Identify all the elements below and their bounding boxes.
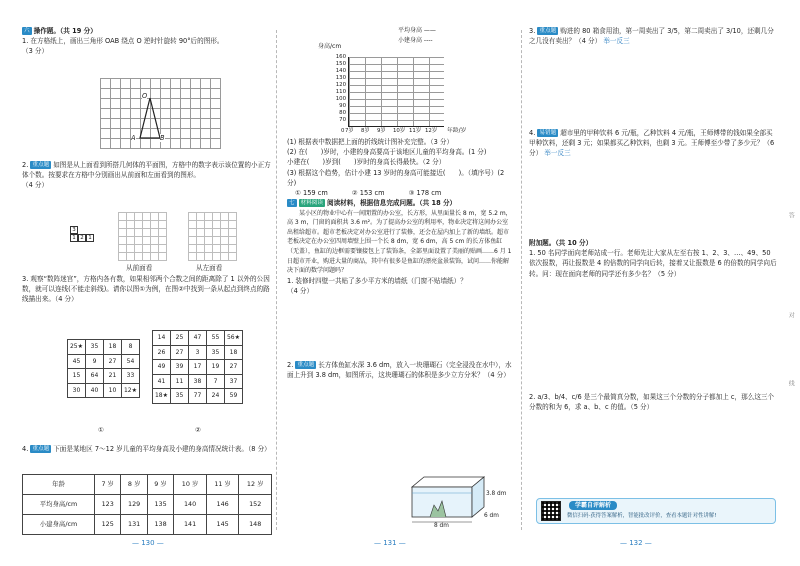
table-cell: 131 [121,515,147,535]
y-tick: 70 [339,117,346,123]
tank-width-label: 6 dm [484,513,499,519]
sub-question: (2) 在( )岁时，小建的身高要高于该地区儿童的平均身高。(1 分) [287,148,487,157]
maze-cell: 21 [104,369,122,384]
table-header: 8 岁 [121,475,147,495]
maze-cell: 19 [207,360,225,375]
table-header: 9 岁 [147,475,173,495]
section-heading [287,198,513,208]
maze-cell: 56★ [225,331,243,346]
table-cell: 145 [206,515,239,535]
maze-cell: 45 [68,354,86,369]
type-badge: 材料阅读 [300,200,323,207]
x-tick: 7岁 [345,128,354,134]
maze-cell: 9 [86,354,104,369]
rotation-grid [100,78,221,149]
maze-cell: 18★ [153,389,171,404]
maze-cell: 41 [153,374,171,389]
tank-length-label: 8 dm [434,523,449,529]
section-heading [22,26,272,36]
x-tick: 12岁 [425,128,438,134]
maze-puzzle [152,330,243,404]
maze-cell: 54 [122,354,140,369]
page-number: — 132 — [620,539,652,547]
chart-y-label: 身高/cm [318,43,342,50]
maze-cell: 38 [189,374,207,389]
question-text: 1. 在方格纸上，画出三角形 OAB 绕点 O 逆时针旋转 90°后的图形。 [22,37,224,46]
section-title: 操作题。（共 19 分） [33,27,97,35]
question-score: （4 分） [22,181,49,190]
y-tick: 90 [339,103,346,109]
y-tick: 120 [335,82,346,88]
table-header: 7 岁 [95,475,121,495]
table-row [23,495,272,515]
table-cell: 125 [95,515,121,535]
table-cell: 135 [147,495,173,515]
label-o: O [142,92,148,100]
question-text: 2. 重点题 如图是从上面看到所搭几何体的平面图，方格中的数字表示该位置的小正方体个数。按要求在方格中分别画出从前面和左面看到的图形。 [22,161,271,180]
question-score: （3 分） [22,47,49,56]
table-cell: 146 [206,495,239,515]
sub-question: 小建在( )岁到( )岁时的身高长得最快。（2 分） [287,158,446,167]
table-header: 10 岁 [174,475,207,495]
question-text: 1. 50 名同学面向老师站成一行。老师先让大家从左至右按 1、2、3、…、49、50 依次报数，再让报数是 4 的倍数的同学向后转，接着又让报数是 6 的倍数的同学向后转。问：现在面向老师的同学还有多少名？（5 分） [529,249,777,278]
choices [287,188,513,198]
maze-cell: 55 [207,331,225,346]
table-header: 11 岁 [206,475,239,495]
qr-code-icon[interactable] [541,501,561,521]
left-column [22,26,272,57]
maze-cell: 26 [153,345,171,360]
y-tick: 160 [335,54,346,60]
table-header: 年龄 [23,475,95,495]
table-cell: 140 [174,495,207,515]
middle-column [287,137,513,381]
maze-label-1: ① [98,426,104,434]
x-tick: 8岁 [361,128,370,134]
caption-front: 从前面看 [126,264,153,272]
maze-cell: 47 [189,331,207,346]
difficulty-badge: 重点题 [32,162,50,168]
question-text: 2. 重点题 长方体鱼缸水深 3.6 dm，放入一块珊瑚石（完全浸没在水中），水面上升到 3.8 dm，如图所示，这块珊瑚石的体积是多少立方分米？（4 分） [287,361,512,380]
bonus-section [529,238,779,279]
maze-cell: 24 [207,389,225,404]
maze-cell: 27 [104,354,122,369]
x-tick: 10岁 [393,128,406,134]
table-cell: 129 [121,495,147,515]
difficulty-badge: 重点题 [297,362,315,369]
maze-cell: 25 [171,331,189,346]
caption-left: 从左面看 [196,264,223,272]
maze-cell: 18 [225,345,243,360]
table-cell: 141 [174,515,207,535]
question-text: 4. 重点题 下面是某地区 7～12 岁儿童的平均身高及小建的身高情况统计表。（8 分） [22,445,271,453]
table-cell: 平均身高/cm [23,495,95,515]
height-table [22,474,272,535]
top-view-figure [70,226,110,250]
question-text: 1. 装修时四壁一共贴了多少平方米的墙纸（门窗不贴墙纸）？ [287,276,467,285]
practice-tag: 举一反三 [603,37,630,46]
difficulty-badge: 易错题 [539,130,557,136]
column-divider [521,30,522,530]
question-text: 4. 易错题 超市里的甲种饮料 6 元/瓶，乙种饮料 4 元/瓶，王师傅带的钱如果全部买甲种饮料，还剩 3 元；如果都买乙种饮料，也剩 3 元。王师傅至少带了多少元？（6 分） 举一反三 [529,129,775,158]
table-header: 12 岁 [239,475,272,495]
q2-block [22,160,272,191]
bonus-q2 [529,392,779,412]
table-row [23,515,272,535]
y-tick: 150 [335,61,346,67]
section-badge: 六 [24,28,30,34]
maze-cell: 11 [171,374,189,389]
edge-mark: 对 [787,312,795,318]
question-text: 3. 重点题 购进的 80 箱食用油，第一周卖出了 3/5，第二周卖出了 3/10，还剩几分之几没有卖出？（4 分） 举一反三 [529,27,774,46]
column-divider [276,30,277,530]
practice-tag: 举一反三 [544,149,571,158]
maze-cell: 12★ [122,383,140,398]
y-tick: 100 [335,96,346,102]
maze-cell: 25★ [68,340,86,355]
maze-example [67,339,140,398]
y-tick: 130 [335,75,346,81]
maze-cell: 40 [86,383,104,398]
x-tick: 11岁 [409,128,422,134]
y-tick: 80 [339,110,346,116]
section-badge: 七 [289,200,295,207]
maze-cell: 30 [68,383,86,398]
maze-cell: 59 [225,389,243,404]
reading-material: 某小区的物业中心有一间閒置的办公室，长方形，从里面量长 8 m，宽 5.2 m，高 3 m，门窗的面积共 3.6 m²。为了提高办公室的利用率，物业决定将这间办公室出租给超市。超市老板决定对办公室进行了装修，还会在屋内加上了新的墙纸。超市老板决定在办公室四周墙壁上围一个长 8 dm，宽 6 dm，高 5 cm 的长方体鱼缸（无盖），鱼缸的边框需要镶接包上了装饰条，全部里面设置了美丽的贴画……6 月 1 日超市开业，购进大量的商品，其中有很多是鱼缸的漂亮盆景装饰，试问……你能解决下面的数学问题吗？ [287,209,512,275]
cell: 1 [70,234,78,242]
maze-cell: 35 [207,345,225,360]
y-tick: 110 [335,89,346,95]
choice-option: ③ 178 cm [408,189,442,198]
label-b: B [160,134,165,142]
difficulty-badge: 重点题 [539,28,557,34]
sub-question: (3) 根据这个趋势，估计小建 13 岁时的身高可能接近( )。（填序号）(2 分) [287,168,505,187]
edge-mark: 答 [787,212,795,218]
qr-title: 学霸自评解析 [569,501,617,510]
maze-cell: 3 [189,345,207,360]
question-text: 2. a/3、b/4、c/6 是三个最简真分数，如果这三个分数的分子都加上 c，那么这三个分数的和为 6，求 a、b、c 的值。（5 分） [529,393,775,412]
maze-cell: 17 [189,360,207,375]
q4-block [22,444,272,454]
maze-cell: 33 [122,369,140,384]
maze-cell: 35 [86,340,104,355]
qr-panel[interactable] [536,498,776,524]
table-cell: 小建身高/cm [23,515,95,535]
maze-label-2: ② [195,426,201,434]
front-view-grid [118,212,167,261]
table-cell: 138 [147,515,173,535]
table-cell: 152 [239,495,272,515]
maze-cell: 39 [171,360,189,375]
q3-block [22,274,272,305]
maze-cell: 64 [86,369,104,384]
maze-cell: 27 [225,360,243,375]
chart-x-label: 年龄/岁 [447,128,467,134]
maze-cell: 15 [68,369,86,384]
qr-subtitle: 微信扫码·获得答案解析，智能批改评价，查看本题针对性讲解! [567,513,717,519]
page-number: — 131 — [374,539,406,547]
table-cell: 123 [95,495,121,515]
legend-average: 平均身高 —— [398,27,436,34]
x-tick: 9岁 [377,128,386,134]
section-title: 阅读材料，根据信息完成问题。（共 18 分） [327,199,457,208]
chart-grid [348,57,444,127]
chart-y-ticks [326,54,346,124]
right-q4 [529,128,779,159]
table-header-row [23,475,272,495]
choice-option: ① 159 cm [295,189,328,198]
difficulty-badge: 重点题 [32,446,50,452]
choice-option: ② 153 cm [351,189,385,198]
tank-height-label: 3.8 dm [486,491,507,497]
maze-cell: 37 [225,374,243,389]
chart-origin: 0 [341,128,345,134]
table-cell: 148 [239,515,272,535]
maze-cell: 27 [171,345,189,360]
section-title: 附加题。（共 10 分） [529,239,593,247]
maze-cell: 18 [104,340,122,355]
page-number: — 130 — [132,539,164,547]
left-view-grid [188,212,237,261]
cell: 1 [86,234,94,242]
maze-cell: 35 [171,389,189,404]
maze-cell: 49 [153,360,171,375]
legend-jian: 小建身高 ---- [398,37,433,44]
cell: 3 [70,226,78,234]
maze-cell: 14 [153,331,171,346]
question-score: （4 分） [287,286,314,295]
right-column [529,26,779,46]
y-tick: 140 [335,68,346,74]
chart-x-ticks [345,127,457,135]
maze-cell: 10 [104,383,122,398]
edge-mark: 线 [787,380,795,386]
maze-cell: 77 [189,389,207,404]
label-a: A [131,134,136,142]
question-text: 3. 观察“数阵迷宫”，方格内各有数，如果相邻两个合数之间的距离除了 1 以外的公因数，就可以连线(不能走斜线)。请你以图①为例，在图②中找到一条从起点到终点的路线描出来。（4 分） [22,275,270,304]
maze-cell: 8 [122,340,140,355]
sub-question: (1) 根据表中数据把上面的折线统计图补充完整。（3 分） [287,138,454,146]
cell: 2 [78,234,86,242]
maze-cell: 7 [207,374,225,389]
